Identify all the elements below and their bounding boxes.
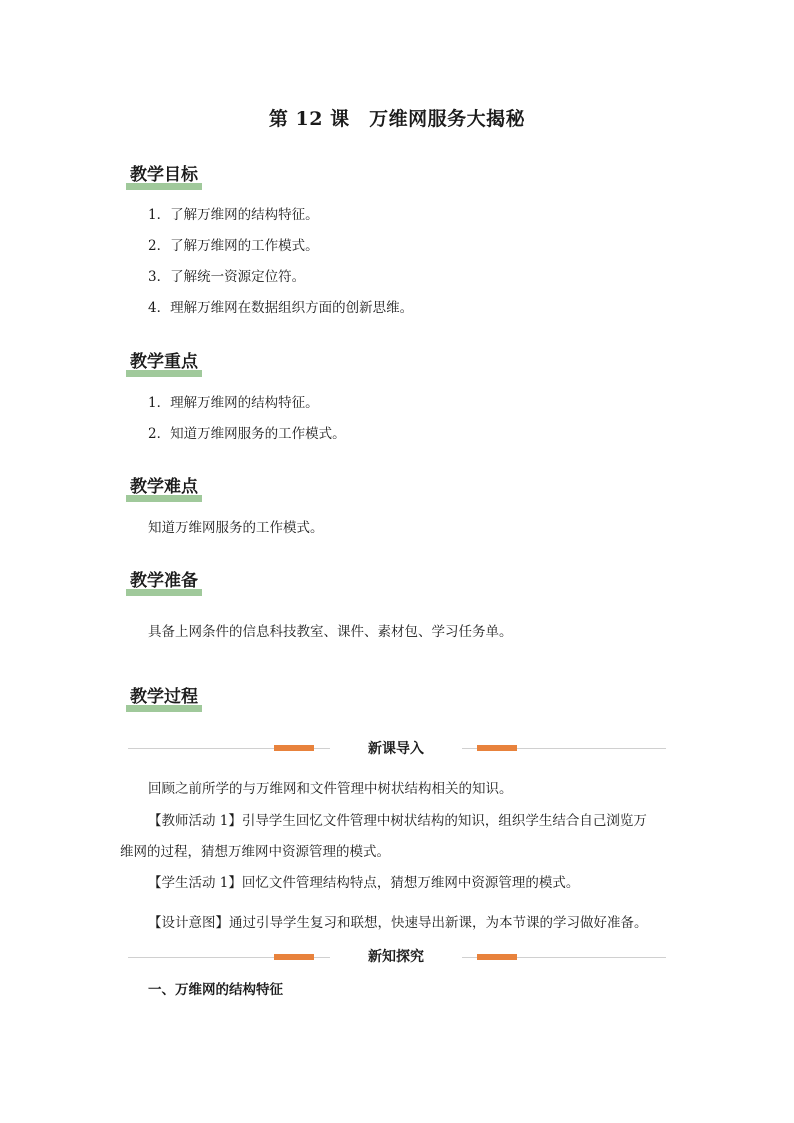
student-activity-text: 【学生活动 1】回忆文件管理结构特点，猜想万维网中资源管理的模式。	[148, 875, 580, 891]
section-heading-text: 教学准备	[130, 571, 198, 591]
subsection-label-intro: 新课导入	[330, 738, 462, 758]
separator-accent-right	[477, 745, 517, 751]
explore-subheading: 一、万维网的结构特征	[148, 982, 283, 998]
teacher-activity-line: 【教师活动 1】引导学生回忆文件管理中树状结构的知识，组织学生结合自己浏览万	[148, 813, 647, 829]
goal-item: 3．了解统一资源定位符。	[148, 269, 306, 285]
preparation-text: 具备上网条件的信息科技教室、课件、素材包、学习任务单。	[148, 624, 513, 640]
design-intent-text: 【设计意图】通过引导学生复习和联想，快速导出新课，为本节课的学习做好准备。	[148, 915, 648, 931]
intro-review-text: 回顾之前所学的与万维网和文件管理中树状结构相关的知识。	[148, 781, 513, 797]
difficulty-text: 知道万维网服务的工作模式。	[148, 520, 324, 536]
key-point-item: 1．理解万维网的结构特征。	[148, 395, 319, 411]
separator-accent-left	[274, 745, 314, 751]
section-heading-key-points	[126, 347, 202, 375]
separator-accent-right	[477, 954, 517, 960]
goal-item: 2．了解万维网的工作模式。	[148, 238, 319, 254]
key-point-item: 2．知道万维网服务的工作模式。	[148, 426, 346, 442]
section-heading-text: 教学难点	[130, 477, 198, 497]
separator-accent-left	[274, 954, 314, 960]
section-heading-text: 教学目标	[130, 165, 198, 185]
teacher-activity-line: 维网的过程，猜想万维网中资源管理的模式。	[120, 844, 390, 860]
section-heading-text: 教学重点	[130, 352, 198, 372]
goal-item: 4．理解万维网在数据组织方面的创新思维。	[148, 300, 414, 316]
page-title: 第 12 课 万维网服务大揭秘	[268, 108, 526, 130]
goal-item: 1．了解万维网的结构特征。	[148, 207, 319, 223]
section-heading-process	[126, 682, 202, 710]
section-heading-goals	[126, 160, 202, 188]
section-heading-text: 教学过程	[130, 687, 198, 707]
subsection-label-explore: 新知探究	[330, 946, 462, 966]
section-heading-difficulties	[126, 472, 202, 500]
section-heading-preparation	[126, 566, 202, 594]
